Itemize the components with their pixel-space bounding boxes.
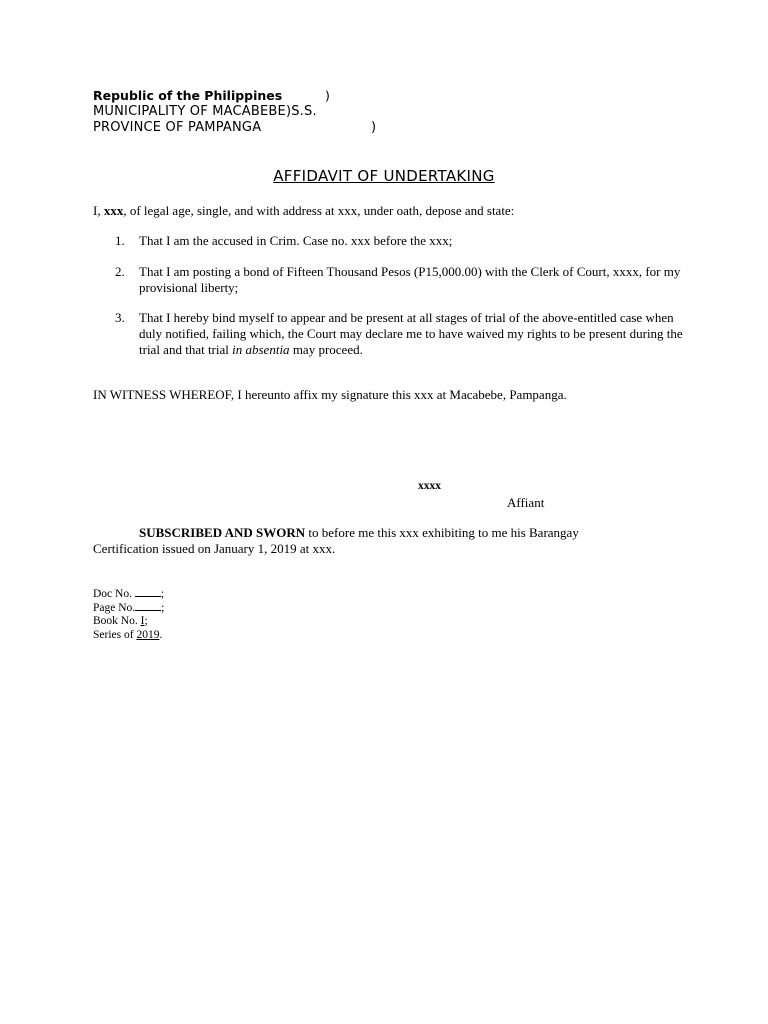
caption-municipality: MUNICIPALITY OF MACABEBE)S.S. bbox=[93, 104, 317, 119]
doc-no-end: ; bbox=[160, 588, 165, 600]
book-no-label: Book No. bbox=[93, 615, 141, 627]
series-label: Series of bbox=[93, 629, 137, 641]
book-no-end: ; bbox=[144, 615, 148, 627]
item-3-text-after: may proceed. bbox=[289, 342, 363, 357]
intro-rest: , of legal age, single, and with address at xxx, under oath, depose and state: bbox=[123, 203, 515, 218]
caption-republic: Republic of the Philippines bbox=[93, 88, 283, 103]
notarial-page-no bbox=[93, 600, 164, 615]
item-number-3: 3. bbox=[115, 310, 125, 325]
doc-no-label: Doc No. bbox=[93, 588, 135, 600]
doc-no-blank bbox=[135, 586, 161, 597]
notarial-series bbox=[93, 628, 162, 642]
book-no-value: I bbox=[140, 615, 145, 627]
item-3-italic: in absentia bbox=[232, 342, 290, 357]
affiant-label: Affiant bbox=[507, 495, 545, 510]
item-3-text-before: That I hereby bind myself to appear and be present at all stages of trial of the above-entitled case when duly notified, failing which, the Court may declare me to have waived my rights to be present during the trial and that trial bbox=[139, 310, 683, 357]
item-text-1: That I am the accused in Crim. Case no. xxx before the xxx; bbox=[139, 233, 453, 248]
item-text-3 bbox=[139, 310, 699, 358]
page-no-label: Page No. bbox=[93, 602, 136, 614]
affiant-name: xxxx bbox=[418, 480, 441, 492]
item-number-1: 1. bbox=[115, 233, 125, 248]
intro-prefix: I, bbox=[93, 203, 104, 218]
series-end: . bbox=[159, 629, 163, 641]
item-text-2: That I am posting a bond of Fifteen Thousand Pesos (P15,000.00) with the Clerk of Court, xxxx, for my provisional liberty; bbox=[139, 264, 681, 295]
witness-paragraph: IN WITNESS WHEREOF, I hereunto affix my signature this xxx at Macabebe, Pampanga. bbox=[93, 387, 567, 402]
intro-paragraph bbox=[93, 203, 514, 219]
page-no-end: ; bbox=[161, 602, 165, 614]
notarial-book-no bbox=[93, 614, 148, 628]
series-value: 2019 bbox=[136, 629, 160, 641]
caption-province: PROVINCE OF PAMPANGA bbox=[93, 120, 262, 135]
jurat-line-1-rest: to before me this xxx exhibiting to me his Barangay bbox=[305, 525, 579, 540]
item-number-2: 2. bbox=[115, 264, 125, 279]
document-title: AFFIDAVIT OF UNDERTAKING bbox=[273, 167, 495, 185]
notarial-doc-no bbox=[93, 586, 164, 601]
jurat-line-1 bbox=[139, 525, 579, 541]
jurat-line-2: Certification issued on January 1, 2019 at xxx. bbox=[93, 541, 336, 556]
caption-paren-1: ) bbox=[325, 88, 330, 103]
page-no-blank bbox=[135, 600, 161, 611]
intro-name: xxx bbox=[103, 203, 124, 218]
jurat-bold: SUBSCRIBED AND SWORN bbox=[139, 525, 306, 540]
caption-paren-3: ) bbox=[371, 120, 377, 135]
